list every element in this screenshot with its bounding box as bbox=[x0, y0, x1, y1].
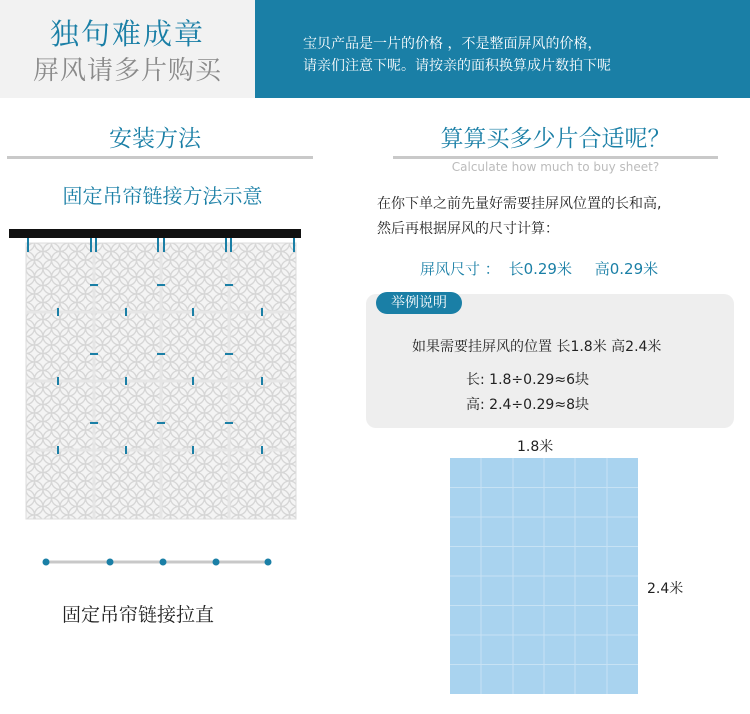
example-requirement: 如果需要挂屏风的位置 长1.8米 高2.4米 bbox=[412, 339, 662, 355]
notice-line1: 宝贝产品是一片的价格 ，不是整面屏风的价格， bbox=[303, 36, 602, 52]
install-diagram-subtitle: 固定吊帘链接方法示意 bbox=[62, 184, 263, 208]
calc-subtitle-en: Calculate how much to buy sheet? bbox=[451, 160, 660, 174]
example-grid-lines bbox=[450, 458, 638, 694]
curtain-rod bbox=[9, 229, 301, 238]
chain-straight-diagram bbox=[43, 559, 272, 566]
size-height: 高0.29米 bbox=[594, 260, 659, 278]
example-badge: 举例说明 bbox=[376, 292, 462, 314]
calc-title: 算算买多少片合适呢？ bbox=[440, 126, 671, 152]
install-method-title: 安装方法 bbox=[109, 126, 201, 152]
notice-line2: 请亲们注意下呢。请按亲的面积换算成片数拍下呢 bbox=[303, 58, 611, 74]
example-calc-length: 长: 1.8÷0.29≈6块 bbox=[466, 372, 589, 388]
width-dimension-label: 1.8米 bbox=[517, 439, 554, 455]
size-length: 长0.29米 bbox=[508, 260, 572, 278]
size-label: 屏风尺寸 ： bbox=[420, 260, 500, 278]
height-dimension-label: 2.4米 bbox=[647, 581, 684, 597]
header-title-line1: 独句难成章 bbox=[49, 17, 205, 51]
header-title-line2: 屏风请多片购买 bbox=[32, 56, 222, 86]
example-calc-height: 高: 2.4÷0.29≈8块 bbox=[466, 397, 589, 413]
intro-line1: 在你下单之前先量好需要挂屏风位置的长和高, bbox=[377, 196, 662, 212]
chain-caption: 固定吊帘链接拉直 bbox=[62, 604, 215, 626]
example-screen-grid bbox=[450, 458, 638, 694]
intro-line2: 然后再根据屏风的尺寸计算： bbox=[377, 221, 559, 237]
screen-size-line bbox=[420, 258, 662, 279]
